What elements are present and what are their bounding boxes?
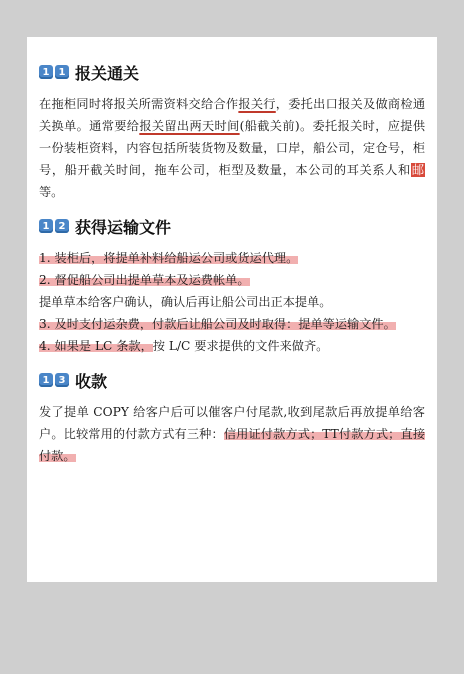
section-heading-customs [39, 57, 425, 87]
list-item: 2. 督促船公司出提单草本及运费帐单。 [39, 273, 250, 287]
section-heading-documents [39, 211, 425, 241]
list-item: 4. 如果是 LC 条款，按 L/C 要求提供的文件来做齐。 [39, 339, 329, 353]
documents-list [39, 247, 425, 357]
highlighted-text: 信用证付款方式；TT付款方式；直接付款。 [39, 427, 426, 463]
list-item: 1. 装柜后，将提单补料给船运公司或货运代理。 [39, 251, 299, 265]
underlined-text: 报关行 [238, 97, 276, 111]
document-page [27, 37, 437, 582]
number-badge-icon: 1 [39, 65, 53, 79]
number-badge-icon: 2 [55, 219, 69, 233]
number-badges [39, 373, 71, 387]
red-marked-char: 邮 [411, 163, 424, 177]
number-badge-icon: 3 [55, 373, 69, 387]
section-title: 报关通关 [75, 63, 140, 83]
number-badges [39, 65, 71, 79]
payment-paragraph: 发了提单 COPY 给客户后可以催客户付尾款,收到尾款后再放提单给客户。比较常用的付款方式有三种：信用证付款方式；TT付款方式；直接付款。 [39, 405, 426, 463]
list-item: 提单草本给客户确认，确认后再让船公司出正本提单。 [39, 295, 332, 309]
section-heading-payment [39, 365, 425, 395]
underlined-text: 报关留出两天时间 [139, 119, 240, 133]
number-badge-icon: 1 [55, 65, 69, 79]
number-badge-icon: 1 [39, 373, 53, 387]
section-title: 获得运输文件 [75, 217, 172, 237]
list-item: 3. 及时支付运杂费，付款后让船公司及时取得：提单等运输文件。 [39, 317, 396, 331]
number-badges [39, 219, 71, 233]
section-title: 收款 [75, 371, 108, 391]
customs-paragraph: 在拖柜同时将报关所需资料交给合作报关行，委托出口报关及做商检通关换单。通常要给报关留出两天时间(船截关前)。委托报关时，应提供一份装柜资料，内容包括所装货物及数量，口岸，船公司，定仓号，柜号，船开截关时间，拖车公司，柜型及数量，本公司的耳关系人和邮等。 [39, 97, 426, 199]
number-badge-icon: 1 [39, 219, 53, 233]
